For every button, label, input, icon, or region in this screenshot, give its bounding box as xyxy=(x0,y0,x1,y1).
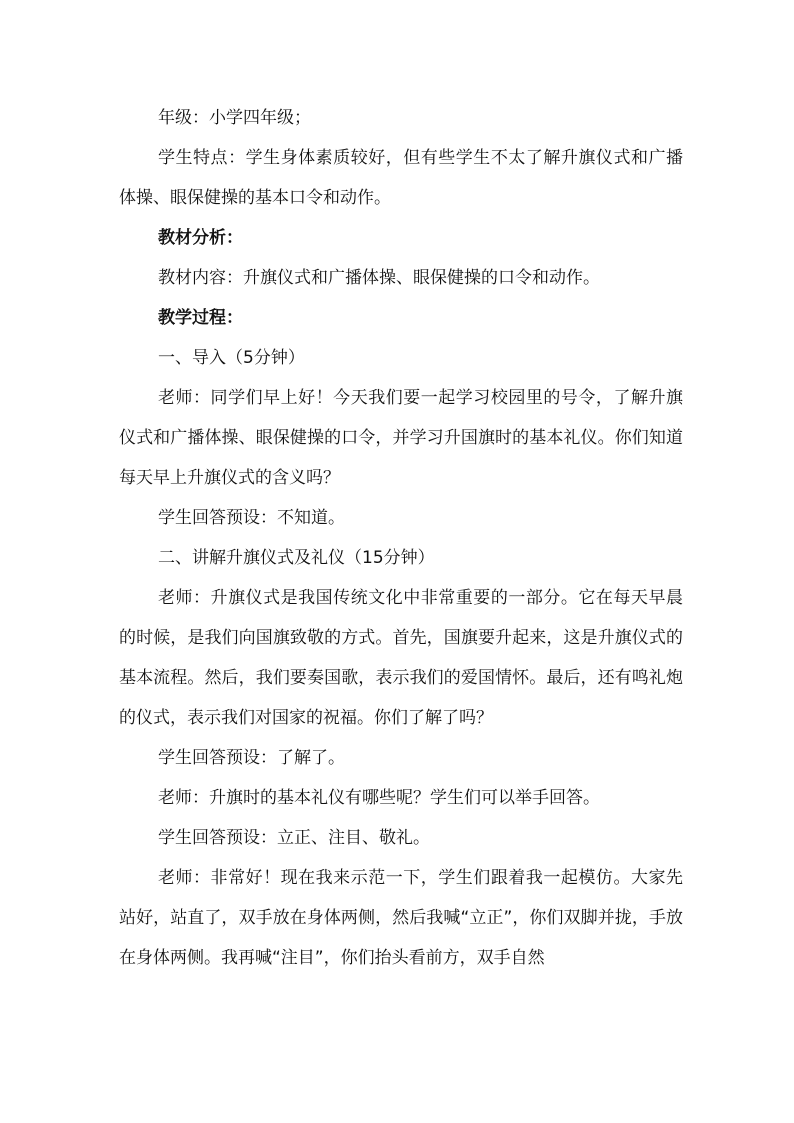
teacher-dialogue-paragraph: 老师：非常好！现在我来示范一下，学生们跟着我一起模仿。大家先站好，站直了，双手放在身体两侧，然后我喊“立正”，你们双脚并拢，手放在身体两侧。我再喊“注目”，你们抬头看前方，双手自然 xyxy=(119,868,683,968)
student-answer-paragraph: 学生回答预设：了解了。 xyxy=(158,748,345,768)
student-characteristics: 学生特点：学生身体素质较好，但有些学生不太了解升旗仪式和广播体操、眼保健操的基本口令和动作。 xyxy=(119,148,683,208)
teacher-dialogue-paragraph: 老师：同学们早上好！今天我们要一起学习校园里的号令，了解升旗仪式和广播体操、眼保健操的口令，并学习升国旗时的基本礼仪。你们知道每天早上升旗仪式的含义吗？ xyxy=(119,388,683,488)
section-heading-teaching-process: 教学过程： xyxy=(158,308,243,328)
material-content: 教材内容：升旗仪式和广播体操、眼保健操的口令和动作。 xyxy=(158,268,600,288)
step-flag-ceremony-heading: 二、讲解升旗仪式及礼仪（15分钟） xyxy=(158,548,435,568)
document-body xyxy=(119,98,683,978)
student-answer-paragraph: 学生回答预设：立正、注目、敬礼。 xyxy=(158,828,430,848)
step-introduction-heading: 一、导入（5分钟） xyxy=(158,348,305,368)
student-answer-paragraph: 学生回答预设：不知道。 xyxy=(158,508,345,528)
section-heading-material-analysis: 教材分析： xyxy=(158,228,243,248)
grade-line: 年级：小学四年级； xyxy=(158,108,311,128)
teacher-dialogue-paragraph: 老师：升旗时的基本礼仪有哪些呢？学生们可以举手回答。 xyxy=(158,788,600,808)
teacher-dialogue-paragraph: 老师：升旗仪式是我国传统文化中非常重要的一部分。它在每天早晨的时候，是我们向国旗致敬的方式。首先，国旗要升起来，这是升旗仪式的基本流程。然后，我们要奏国歌，表示我们的爱国情怀。最后，还有鸣礼炮的仪式，表示我们对国家的祝福。你们了解了吗？ xyxy=(119,588,683,728)
